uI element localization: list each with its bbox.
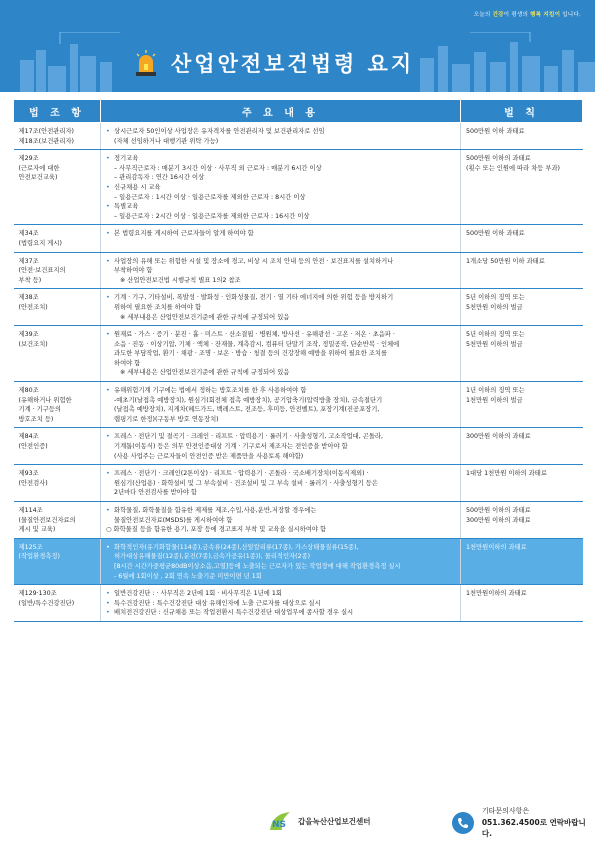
content-line: 부착하여야 함 xyxy=(114,267,153,275)
content-line: 원심기(산업용) · 화학설비 및 그 부속설비 · 건조설비 및 그 부속 설비 · 롤러기 · 사출성형기 등은 xyxy=(114,479,378,487)
article-line: 게시 및 교육) xyxy=(18,526,56,534)
content-bullet-item xyxy=(106,506,455,516)
penalty-line: 1년 이하의 징역 또는 xyxy=(466,387,525,395)
content-line: 물질안전보건자료(MSDS)를 게시하여야 함 xyxy=(114,516,233,524)
table-row xyxy=(14,382,583,428)
content-text: 프레스 · 전단기 · 크레인(2톤이상) · 리프트 · 압력용기 · 곤돌라 · 국소배기장치(이동식제외) · xyxy=(114,470,369,478)
article-line: 제38조 xyxy=(18,294,39,302)
table-row xyxy=(14,585,583,622)
content-line: (날접촉 예방장치), 지게차(헤드가드, 백레스트, 전조등, 후미등, 안전벨트), 포장기계(진공포장기, xyxy=(114,406,380,414)
content-bullet-item xyxy=(106,183,455,193)
content-cell xyxy=(101,252,461,289)
article-line: 제18조(보건관리자) xyxy=(18,137,75,145)
penalty-cell xyxy=(461,123,583,150)
penalty-cell xyxy=(461,538,583,584)
content-line: -예초기(날접촉 예방장치), 원심기(회전체 접촉 예방장치), 공기압축기(압력방출 장치), 금속절단기 xyxy=(114,396,383,404)
content-line: – 관리감독자 : 연간 16시간 이상 xyxy=(114,174,205,182)
article-line: 제37조 xyxy=(18,257,39,265)
content-text: 특별교육 xyxy=(114,203,139,211)
content-line: 하여야 함 xyxy=(114,359,141,367)
content-bullet-item xyxy=(106,330,455,340)
article-cell xyxy=(14,502,101,539)
content-line: – 일용근로자 : 2시간 이상 · 일용근로자를 제외한 근로자 : 16시간 이상 xyxy=(114,212,310,220)
header-slogan: 오늘의 건강이 평생의 행복 지킴이 입니다. xyxy=(473,12,581,18)
article-cell xyxy=(14,465,101,502)
penalty-cell xyxy=(461,382,583,428)
bullet-icon: • xyxy=(106,599,110,607)
svg-text:NS: NS xyxy=(272,820,287,830)
bullet-icon: • xyxy=(106,609,110,617)
penalty-line: 300만원 이하의 과태료 xyxy=(466,516,531,524)
penalty-line: 1대당 1천만원 이하의 과태료 xyxy=(466,470,547,478)
content-line: 허가대상유해물질(12종),분진(7종),금속가공유(1종)), 물리적인자(2종) xyxy=(114,553,311,561)
penalty-line: 500만원 이하의 과태료 xyxy=(466,155,531,163)
article-line: 부착 등) xyxy=(18,276,42,284)
content-bullet-item xyxy=(106,432,455,442)
content-bullet-item xyxy=(106,608,455,618)
content-cell xyxy=(101,428,461,465)
penalty-line: 5년 이하의 징역 또는 xyxy=(466,331,525,339)
penalty-cell xyxy=(461,585,583,622)
contact-label: 기타문의사항은 xyxy=(481,807,530,815)
table-row xyxy=(14,123,583,150)
content-bullet-item xyxy=(106,229,455,239)
content-cell xyxy=(101,150,461,225)
penalty-line: 1천만원이하의 과태료 xyxy=(466,543,527,551)
bullet-icon: • xyxy=(106,590,110,598)
content-text: 프레스 · 전단기 및 절곡기 · 크레인 · 리프트 · 압력용기 · 롤러기 · 사출성형기, 고소작업대, 곤돌라, xyxy=(114,433,384,441)
content-text: 유해위험기계 기구에는 법에서 정하는 방호조치를 한 후 사용하여야 함 xyxy=(114,387,307,395)
article-line: (작업환경측정) xyxy=(18,553,60,561)
content-text: 기계 · 기구, 기타설비, 폭발성 · 발화성 · 인화성물질, 전기 · 열 기타 에너지에 의한 위험 등을 방지하기 xyxy=(114,294,394,302)
penalty-line: 1개소당 50만원 이하 과태료 xyxy=(466,257,545,265)
penalty-cell xyxy=(461,289,583,326)
penalty-cell xyxy=(461,465,583,502)
table-row xyxy=(14,326,583,382)
article-cell xyxy=(14,326,101,382)
content-line: - 6월에 1회이상 , 2회 연속 노출기준 미만이면 년 1회 xyxy=(114,572,262,580)
content-line: 랩핑기로 한정)(구동부 방호 연동장치) xyxy=(114,415,219,423)
article-line: 제114조 xyxy=(18,507,43,514)
penalty-cell xyxy=(461,252,583,289)
content-line: 과도한 부담작업, 환기 · 채광 · 조명 · 보온 · 방습 · 청결 등의 건강장해 예방을 위하여 필요한 조치를 xyxy=(114,350,388,358)
content-line: (사용 사업주는 근로자들이 안전인증 받은 제품만을 사용토록 해야함) xyxy=(114,452,304,460)
content-text: 특수건강진단 : 특수건강진단 대상 유해인자에 노출 근로자를 대상으로 실시 xyxy=(114,599,321,607)
content-text: 화학적인자(유기화합물(114종),금속류(24종),산알칼리류(17종), 가스상태물질류(15종), xyxy=(114,543,359,551)
content-bullet-item xyxy=(106,202,455,212)
contact-phone-number: 051.362.4500로 연락바랍니다. xyxy=(481,818,586,838)
content-cell xyxy=(101,225,461,252)
content-cell xyxy=(101,123,461,150)
bullet-icon: • xyxy=(106,387,110,395)
penalty-line: 5년 이하의 징역 또는 xyxy=(466,294,525,302)
article-line: (안전검사) xyxy=(18,479,48,487)
content-note: ※ 산업안전보건법 시행규칙 별표 1의2 참조 xyxy=(120,276,241,284)
content-text: 화학물질, 화학물질을 함유한 제제를 제조,수입,사용,운반,저장할 경우에는 xyxy=(114,507,317,514)
table-row xyxy=(14,502,583,539)
ns-logo-icon xyxy=(268,810,294,832)
article-line: 제129·130조 xyxy=(18,590,57,598)
bullet-icon: • xyxy=(106,543,110,551)
center-logo xyxy=(268,810,370,832)
content-line: (자체 선임하거나 대행기관 위탁 가능) xyxy=(114,137,219,145)
table-row xyxy=(14,150,583,225)
content-line: ○ 화학물질 등을 함유한 용기, 포장 등에 경고표지 부착 및 교육을 실시하여야 함 xyxy=(106,526,327,534)
article-line: (안전·보건표지의 xyxy=(18,267,66,275)
article-line: 제93조 xyxy=(18,470,39,478)
article-line: (보건조치) xyxy=(18,340,48,348)
table-row xyxy=(14,289,583,326)
content-cell xyxy=(101,465,461,502)
bullet-icon: • xyxy=(106,331,110,339)
bullet-icon: • xyxy=(106,183,110,191)
bullet-icon: • xyxy=(106,203,110,211)
article-cell xyxy=(14,538,101,584)
penalty-line: 500만원 이하 과태료 xyxy=(466,128,525,135)
article-cell xyxy=(14,225,101,252)
bullet-icon: • xyxy=(106,294,110,302)
article-line: (유해하거나 위험한 xyxy=(18,396,72,404)
bullet-icon: • xyxy=(106,128,110,135)
bullet-icon: • xyxy=(106,257,110,265)
content-line: [8시간 시간가중평균80dB이상소음,고열]등에 노출되는 근로자가 있는 작업장에 대해 작업환경측정 실시 xyxy=(114,562,401,570)
header-banner xyxy=(0,0,595,92)
content-line: – 일용근로자 : 1시간 이상 · 일용근로자를 제외한 근로자 : 8시간 이상 xyxy=(114,193,306,201)
content-line: 소음 · 진동 · 이상기압, 기체 · 액체 · 잔재물, 계측감시, 컴퓨터 단말기 조작, 정밀공작, 단순반복 · 인체에 xyxy=(114,340,400,348)
content-cell xyxy=(101,289,461,326)
content-text: 신규채용 시 교육 xyxy=(114,183,161,191)
article-cell xyxy=(14,428,101,465)
phone-icon xyxy=(452,812,474,834)
content-bullet-item xyxy=(106,293,455,303)
article-line: 제84조 xyxy=(18,433,39,441)
article-line: (법령요지 게시) xyxy=(18,239,62,247)
center-name: 갑을녹산산업보건센터 xyxy=(298,816,371,826)
penalty-cell xyxy=(461,326,583,382)
content-bullet-item xyxy=(106,154,455,164)
content-text: 본 법령요지를 게시하여 근로자들이 알게 하여야 함 xyxy=(114,230,254,238)
table-header-row xyxy=(14,100,583,123)
content-bullet-item xyxy=(106,599,455,609)
content-note: ※ 세부내용은 산업안전보건기준에 관한 규칙에 규정되어 있음 xyxy=(120,369,290,377)
content-bullet-item xyxy=(106,469,455,479)
content-bullet-item xyxy=(106,543,455,553)
article-cell xyxy=(14,585,101,622)
content-bullet-item xyxy=(106,386,455,396)
article-line: 제29조 xyxy=(18,155,39,163)
penalty-cell xyxy=(461,428,583,465)
law-summary-table xyxy=(13,99,583,622)
bullet-icon: • xyxy=(106,230,110,238)
content-line: 2년마다 안전검사를 받아야 함 xyxy=(114,489,198,497)
siren-icon xyxy=(135,50,157,76)
penalty-line: 1천만원 이하의 벌금 xyxy=(466,396,523,404)
page-title: 산업안전보건법령 요지 xyxy=(171,52,415,76)
content-text: 상시근로자 50인이상 사업장은 유자격자를 안전관리자 및 보건관리자로 선임 xyxy=(114,128,325,135)
penalty-line: 300만원 이하의 과태료 xyxy=(466,433,531,441)
table-row xyxy=(14,252,583,289)
table-row xyxy=(14,428,583,465)
penalty-cell xyxy=(461,225,583,252)
penalty-cell xyxy=(461,150,583,225)
content-bullet-item xyxy=(106,127,455,137)
content-bullet-item xyxy=(106,589,455,599)
column-header-content: 주 요 내 용 xyxy=(101,100,461,123)
bullet-icon: • xyxy=(106,155,110,163)
content-bullet-item xyxy=(106,257,455,267)
penalty-line: 5천만원 이하의 벌금 xyxy=(466,303,523,311)
penalty-line: 500만원 이하의 과태료 xyxy=(466,507,531,514)
penalty-line: 1천만원이하의 과태료 xyxy=(466,590,527,598)
penalty-line: (횟수 또는 인원에 따라 차등 부과) xyxy=(466,164,560,172)
content-note: ※ 세부내용은 산업안전보건기준에 관한 규칙에 규정되어 있음 xyxy=(120,313,290,321)
article-cell xyxy=(14,382,101,428)
article-line: 제80조 xyxy=(18,387,39,395)
content-text: 정기교육 xyxy=(114,155,139,163)
content-text: 사업장의 유해 또는 위험한 시설 및 장소에 경고, 비상 시 조치 안내 등의 안전 · 보건표지를 설치하거나 xyxy=(114,257,394,265)
article-cell xyxy=(14,252,101,289)
content-line: 기계톱(이동식) 등은 의무 안전인증대상 기계 · 기구로서 제조자는 전인증을 받아야 함 xyxy=(114,443,348,451)
content-line: – 사무직근로자 : 매분기 3시간 이상 · 사무직 외 근로자 : 매분기 6시간 이상 xyxy=(114,164,322,172)
article-line: 안전보건교육) xyxy=(18,174,58,182)
contact-info xyxy=(452,806,595,839)
content-text: 원재료 · 가스 · 증기 · 분진 · 흄 · 미스트 · 산소결핍 · 병원체, 방사선 · 유해광선 · 고온 · 저온 · 초음파 · xyxy=(114,331,395,339)
column-header-penalty: 벌 칙 xyxy=(461,100,583,123)
content-cell xyxy=(101,585,461,622)
bullet-icon: • xyxy=(106,433,110,441)
content-cell xyxy=(101,326,461,382)
content-cell xyxy=(101,382,461,428)
article-line: (물질안전보건자료의 xyxy=(18,516,76,524)
content-line: 위하여 필요한 조치를 하여야 함 xyxy=(114,303,202,311)
article-line: 제17조(안전관리자) xyxy=(18,128,75,135)
content-cell xyxy=(101,502,461,539)
article-line: 방호조치 등) xyxy=(18,415,54,423)
article-line: (근로자에 대한 xyxy=(18,164,60,172)
article-line: (일반/특수건강진단) xyxy=(18,599,75,607)
article-line: (안전인증) xyxy=(18,443,48,451)
article-line: (안전조치) xyxy=(18,303,48,311)
penalty-cell xyxy=(461,502,583,539)
table-row xyxy=(14,225,583,252)
article-cell xyxy=(14,289,101,326)
content-text: 일반건강진단 : · 사무직은 2년에 1회 · 비사무직은 1년에 1회 xyxy=(114,590,282,598)
penalty-line: 500만원 이하 과태료 xyxy=(466,230,525,238)
bullet-icon: • xyxy=(106,507,110,514)
article-cell xyxy=(14,150,101,225)
content-cell xyxy=(101,538,461,584)
content-text: 배치전건강진단 : 신규채용 또는 작업전환시 특수건강진단 대상업무에 종사할 경우 실시 xyxy=(114,609,354,617)
article-line: 기계 · 기구등의 xyxy=(18,406,62,414)
article-cell xyxy=(14,123,101,150)
table-row xyxy=(14,465,583,502)
table-row xyxy=(14,538,583,584)
bullet-icon: • xyxy=(106,470,110,478)
article-line: 제34조 xyxy=(18,230,39,238)
column-header-article: 법 조 항 xyxy=(14,100,101,123)
article-line: 제39조 xyxy=(18,331,39,339)
title-area xyxy=(135,46,414,80)
penalty-line: 5천만원 이하의 벌금 xyxy=(466,340,523,348)
article-line: 제125조 xyxy=(18,543,43,551)
